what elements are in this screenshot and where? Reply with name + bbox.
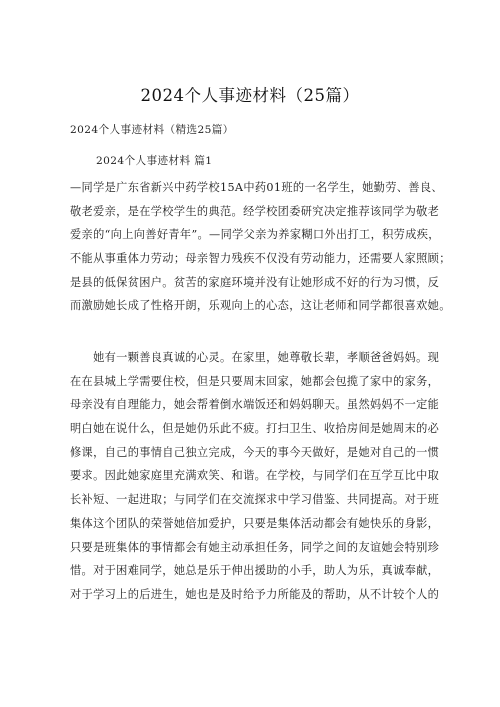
section-heading: 2024个人事迹材料 篇1 [96, 155, 213, 167]
paragraph-line: 只要是班集体的事情都会有她主动承担任务，同学之间的友谊她会特别珍 [70, 540, 440, 554]
paragraph-line: 要求。因此她家庭里充满欢笑、和谐。在学校，与同学们在互学互比中取 [70, 469, 440, 483]
paragraph-1 [70, 176, 451, 318]
paragraph-line: —同学是广东省新兴中药学校15A中药01班的一名学生，她勤劳、善良、 [70, 181, 443, 194]
document-subtitle: 2024个人事迹材料（精选25篇） [70, 124, 234, 136]
paragraph-line: 不能从事重体力劳动；母亲智力残疾不仅没有劳动能力，还需要人家照顾； [70, 252, 451, 266]
paragraph-line: 她有一颗善良真诚的心灵。在家里，她尊敬长辈，孝顺爸爸妈妈。现 [70, 351, 440, 364]
paragraph-line: 修课，自己的事情自己独立完成，今天的事今天做好，是她对自己的一惯 [70, 445, 440, 459]
paragraph-2 [70, 346, 440, 607]
paragraph-line: 集体这个团队的荣誉她倍加爱护，只要是集体活动都会有她快乐的身影， [70, 516, 440, 530]
document-title: 2024个人事迹材料（25篇） [140, 86, 360, 105]
paragraph-line: 惜。对于困难同学，她总是乐于伸出援助的小手，助人为乐，真诚奉献， [70, 564, 440, 578]
paragraph-line: 而激励她长成了性格开朗，乐观向上的心态，这让老师和同学都很喜欢她。 [70, 299, 451, 313]
paragraph-line: 敬老爱亲，是在学校学生的典范。经学校团委研究决定推荐该同学为敬老 [70, 204, 440, 218]
paragraph-line: 明白她在说什么，但是她仍乐此不疲。打扫卫生、收拾房间是她周末的必 [70, 422, 440, 436]
paragraph-line: 母亲没有自理能力，她会帮着倒水端饭还和妈妈聊天。虽然妈妈不一定能 [70, 398, 440, 412]
paragraph-line: 是县的低保贫困户。贫苦的家庭环境并没有让她形成不好的行为习惯，反 [70, 275, 440, 289]
paragraph-line: 长补短、一起进取；与同学们在交流探求中学习借鉴、共同提高。对于班 [70, 493, 440, 507]
paragraph-line: 爱亲的“向上向善好青年”。—同学父亲为养家糊口外出打工，积劳成疾， [70, 228, 440, 242]
paragraph-line: 对于学习上的后进生，她也是及时给予力所能及的帮助，从不计较个人的 [70, 587, 440, 601]
paragraph-line: 在在县城上学需要住校，但是只要周末回家，她都会包揽了家中的家务， [70, 374, 440, 388]
